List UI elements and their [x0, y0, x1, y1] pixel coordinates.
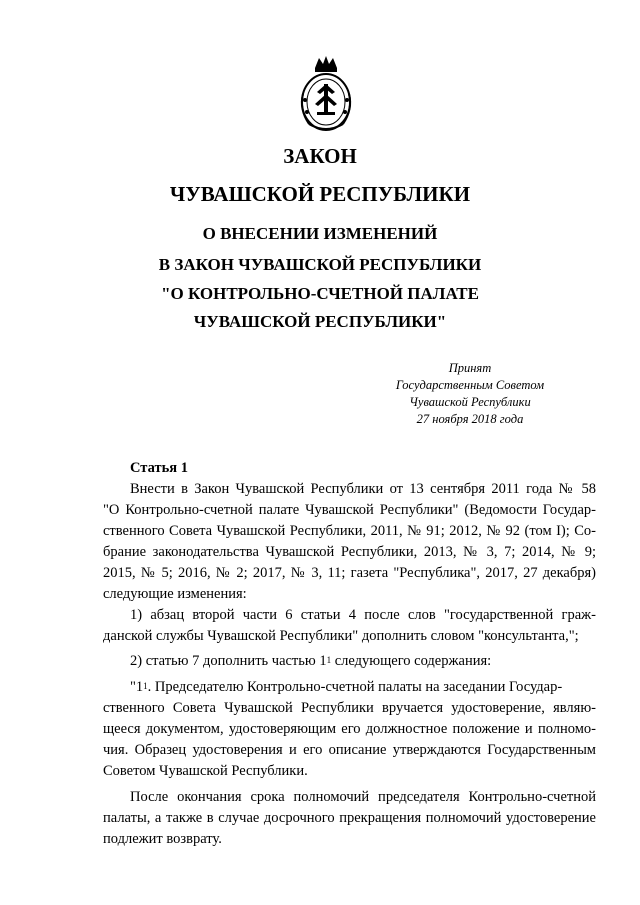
- article-text-line: следующие изменения:: [103, 586, 247, 602]
- adoption-line: Чувашской Республики: [409, 395, 531, 409]
- document-subtitle-line: О ВНЕСЕНИИ ИЗМЕНЕНИЙ: [202, 224, 438, 243]
- article-text-fragment: следующего содержания:: [331, 653, 492, 669]
- article-text-line: [103, 651, 596, 671]
- article-text-fragment: 2) статью 7 дополнить частью 1: [130, 653, 327, 669]
- superscript-number: 1: [326, 655, 332, 665]
- article-text-line: чия. Образец удостоверения и его описание утверждаются Государственным: [103, 742, 596, 758]
- adoption-date: 27 ноября 2018 года: [416, 412, 524, 426]
- article-text-line: 1) абзац второй части 6 статьи 4 после слов "государственной граж-: [130, 607, 596, 623]
- article-text-line: Советом Чувашской Республики.: [103, 763, 308, 779]
- superscript-number: 1: [143, 681, 148, 691]
- adoption-line: Принят: [448, 361, 492, 375]
- article-text-line: данской службы Чувашской Республики" дополнить словом "консультанта,";: [103, 628, 579, 644]
- article-text-line: щееся документом, удостоверяющим его должностное положение и полномо-: [103, 721, 596, 737]
- article-heading: Статья 1: [130, 460, 188, 476]
- document-title-region: ЧУВАШСКОЙ РЕСПУБЛИКИ: [169, 182, 471, 206]
- article-text-line: ственного Совета Чувашской Республики, 2011, № 91; 2012, № 92 (том I); Со-: [103, 523, 596, 539]
- document-subtitle-line: В ЗАКОН ЧУВАШСКОЙ РЕСПУБЛИКИ: [158, 255, 482, 274]
- article-text-line: [103, 677, 596, 697]
- article-text-line: ственного Совета Чувашской Республики вручается удостоверение, являю-: [103, 700, 596, 716]
- article-text-line: "О Контрольно-счетной палате Чувашской Республики" (Ведомости Государ-: [103, 502, 596, 518]
- document-subtitle-line: "О КОНТРОЛЬНО-СЧЕТНОЙ ПАЛАТЕ: [161, 284, 479, 303]
- adoption-line: Государственным Советом: [395, 378, 545, 392]
- article-text-fragment: "1: [130, 679, 144, 695]
- document-title: ЗАКОН: [283, 144, 357, 168]
- chuvash-emblem-icon: [295, 54, 357, 136]
- adoption-note: [380, 360, 560, 428]
- article-text-line: подлежит возврату.: [103, 831, 222, 847]
- article-text-line: После окончания срока полномочий председателя Контрольно-счетной: [130, 789, 596, 805]
- article-text-line: палаты, а также в случае досрочного прекращения полномочий удостоверение: [103, 810, 596, 826]
- article-text-line: 2015, № 5; 2016, № 2; 2017, № 3, 11; газета "Республика", 2017, 27 декабря): [103, 565, 596, 581]
- article-text-line: брание законодательства Чувашской Республики, 2013, № 3, 7; 2014, № 9;: [103, 544, 596, 560]
- document-subtitle-line: ЧУВАШСКОЙ РЕСПУБЛИКИ": [193, 312, 447, 331]
- article-text-line: Внести в Закон Чувашской Республики от 13 сентября 2011 года № 58: [130, 481, 596, 497]
- article-text-fragment: . Председателю Контрольно-счетной палаты на заседании Государ-: [147, 679, 563, 695]
